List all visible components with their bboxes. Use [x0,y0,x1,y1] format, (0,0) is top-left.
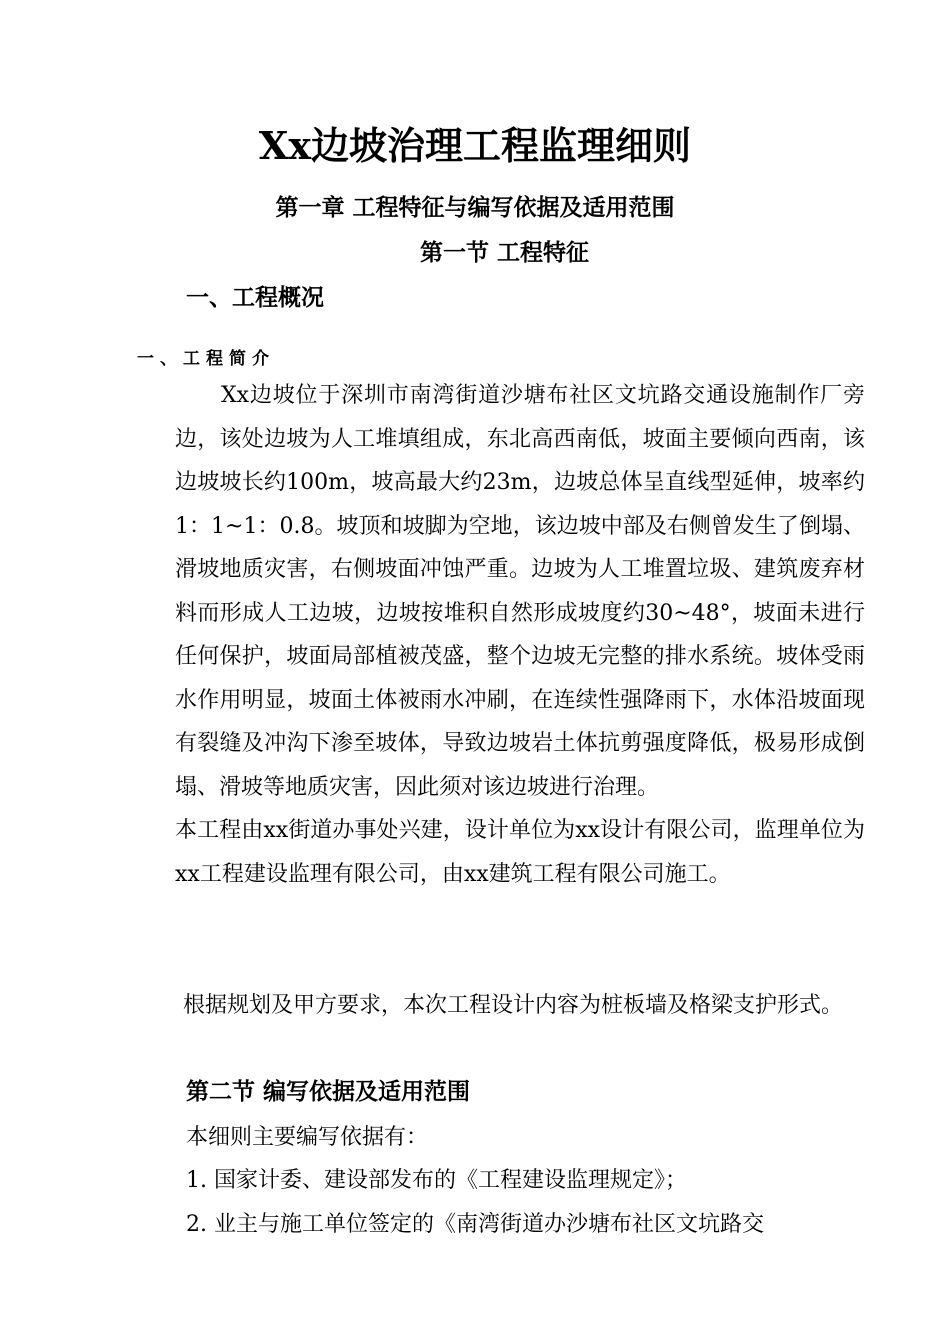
basis-item: 2. 业主与施工单位签定的《南湾街道办沙塘布社区文坑路交 [186,1212,764,1237]
section-heading-basis: 第二节 编写依据及适用范围 [186,1078,471,1105]
intro-paragraph-location: Xx边坡位于深圳市南湾街道沙塘布社区文坑路交通设施制作厂旁边，该处边坡为人工堆填组成，东北高西南低，坡面主要倾向西南，该边坡坡长约100m，坡高最大约23m，边坡总体呈直线型延伸，坡率约1：1~1：0.8。坡顶和坡脚为空地，该边坡中部及右侧曾发生了倒塌、滑坡地质灾害，右侧坡面冲蚀严重。边坡为人工堆置垃圾、建筑废弃材料而形成人工边坡，边坡按堆积自然形成坡度约30~48°，坡面未进行任何保护，坡面局部植被茂盛，整个边坡无完整的排水系统。坡体受雨水作用明显，坡面土体被雨水冲刷，在连续性强降雨下，水体沿坡面现有裂缝及冲沟下渗至坡体，导致边坡岩土体抗剪强度降低，极易形成倒塌、滑坡等地质灾害，因此须对该边坡进行治理。 [175,383,865,800]
basis-item: 1. 国家计委、建设部发布的《工程建设监理规定》； [186,1168,687,1193]
design-paragraph: 根据规划及甲方要求，本次工程设计内容为桩板墙及格梁支护形式。 [183,993,844,1018]
chapter-heading: 第一章 工程特征与编写依据及适用范围 [275,194,675,221]
overview-heading: 一、工程概况 [186,284,324,311]
intro-body [175,374,865,896]
section-heading-features: 第一节 工程特征 [420,239,590,266]
intro-heading: 一、工程简介 [137,349,275,369]
document-title: Xx边坡治理工程监理细则 [258,123,692,168]
basis-intro: 本细则主要编写依据有： [186,1125,429,1150]
intro-paragraph-parties: 本工程由xx街道办事处兴建，设计单位为xx设计有限公司，监理单位为xx工程建设监理有限公司，由xx建筑工程有限公司施工。 [175,818,865,887]
